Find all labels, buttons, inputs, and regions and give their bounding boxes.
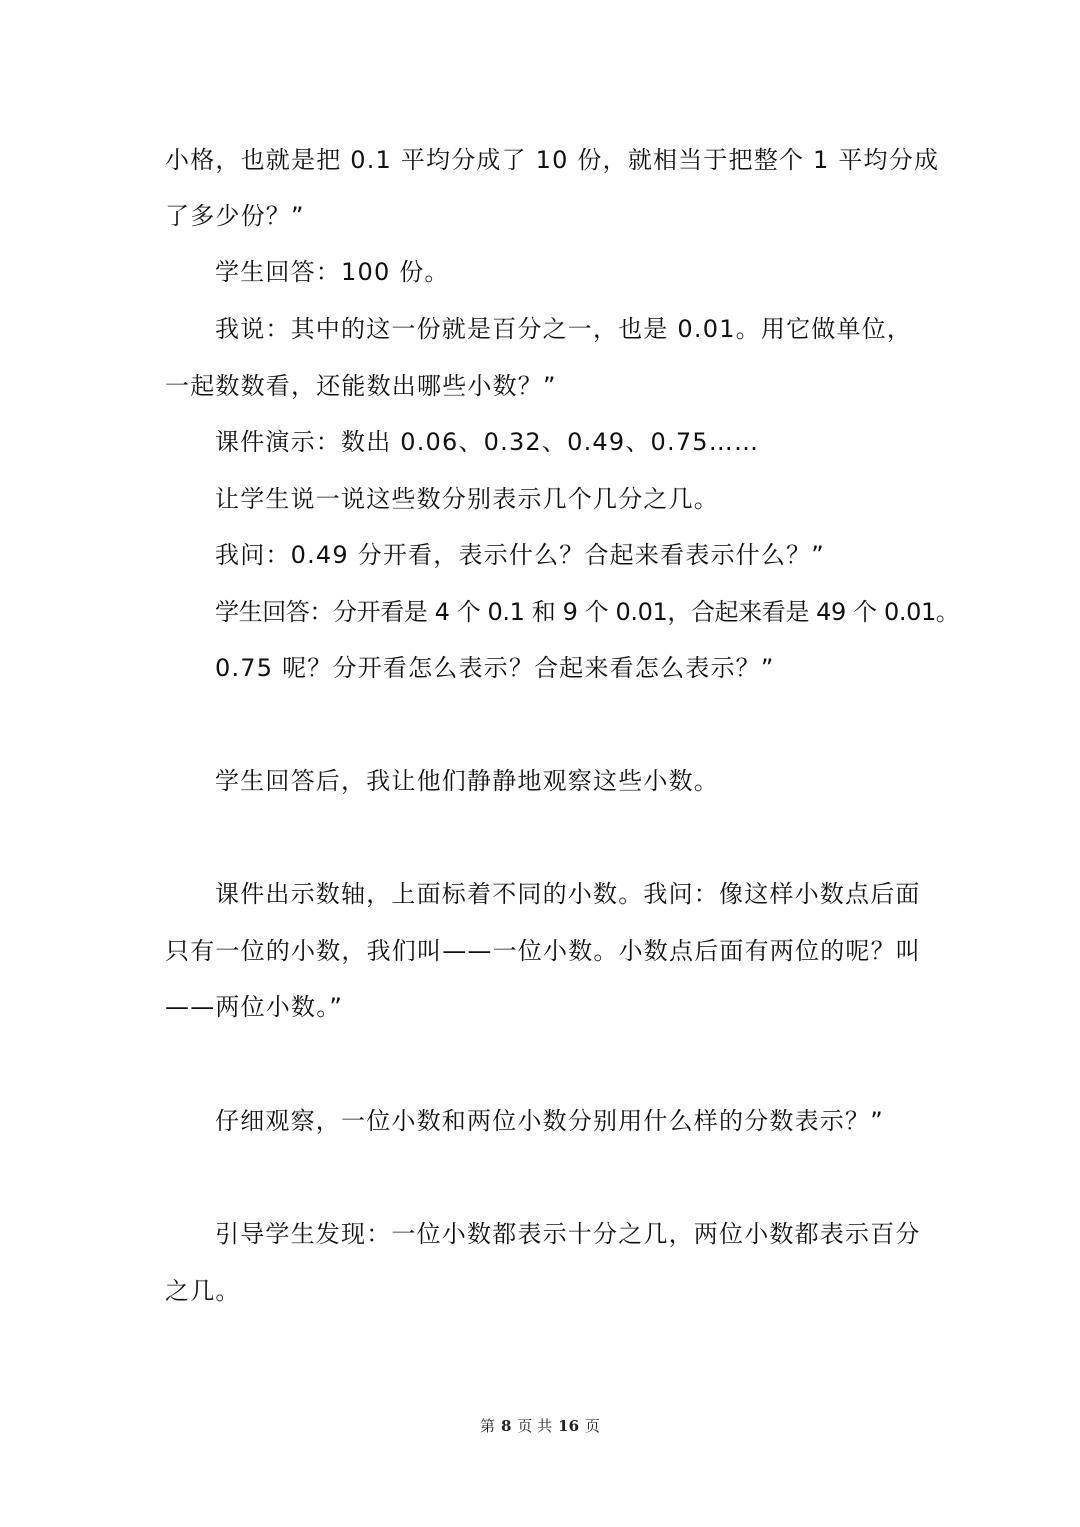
page-footer: [0, 1416, 1080, 1436]
text-line: 只有一位的小数，我们叫——一位小数。小数点后面有两位的呢？叫: [165, 937, 921, 965]
text-line: 仔细观察，一位小数和两位小数分别用什么样的分数表示？”: [215, 1107, 884, 1135]
text-line: ——两位小数。”: [165, 993, 344, 1021]
text-line: 之几。: [165, 1277, 241, 1305]
text-line: 课件出示数轴，上面标着不同的小数。我问：像这样小数点后面: [215, 880, 921, 908]
text-line: 学生回答：分开看是 4 个 0.1 和 9 个 0.01，合起来看是 49 个 0.01。: [215, 598, 960, 626]
text-line: 学生回答后，我让他们静静地观察这些小数。: [215, 767, 719, 795]
footer-suffix: 页: [585, 1417, 601, 1435]
text-line: 我说：其中的这一份就是百分之一，也是 0.01。用它做单位，: [215, 315, 913, 343]
text-line: 引导学生发现：一位小数都表示十分之几，两位小数都表示百分: [215, 1220, 921, 1248]
page-number: 8: [500, 1417, 512, 1435]
text-line: 我问：0.49 分开看，表示什么？合起来看表示什么？”: [215, 541, 825, 569]
footer-prefix: 第: [479, 1417, 495, 1435]
text-line: 小格，也就是把 0.1 平均分成了 10 份，就相当于把整个 1 平均分成: [165, 146, 940, 174]
footer-middle: 页 共: [517, 1417, 553, 1435]
text-line: 课件演示：数出 0.06、0.32、0.49、0.75……: [215, 428, 760, 456]
text-line: 学生回答：100 份。: [215, 258, 450, 286]
text-line: 一起数数看，还能数出哪些小数？”: [165, 372, 557, 400]
text-line: 0.75 呢？分开看怎么表示？合起来看怎么表示？”: [215, 654, 775, 682]
total-pages: 16: [558, 1417, 580, 1435]
text-line: 了多少份？”: [165, 202, 305, 230]
text-line: 让学生说一说这些数分别表示几个几分之几。: [215, 485, 719, 513]
